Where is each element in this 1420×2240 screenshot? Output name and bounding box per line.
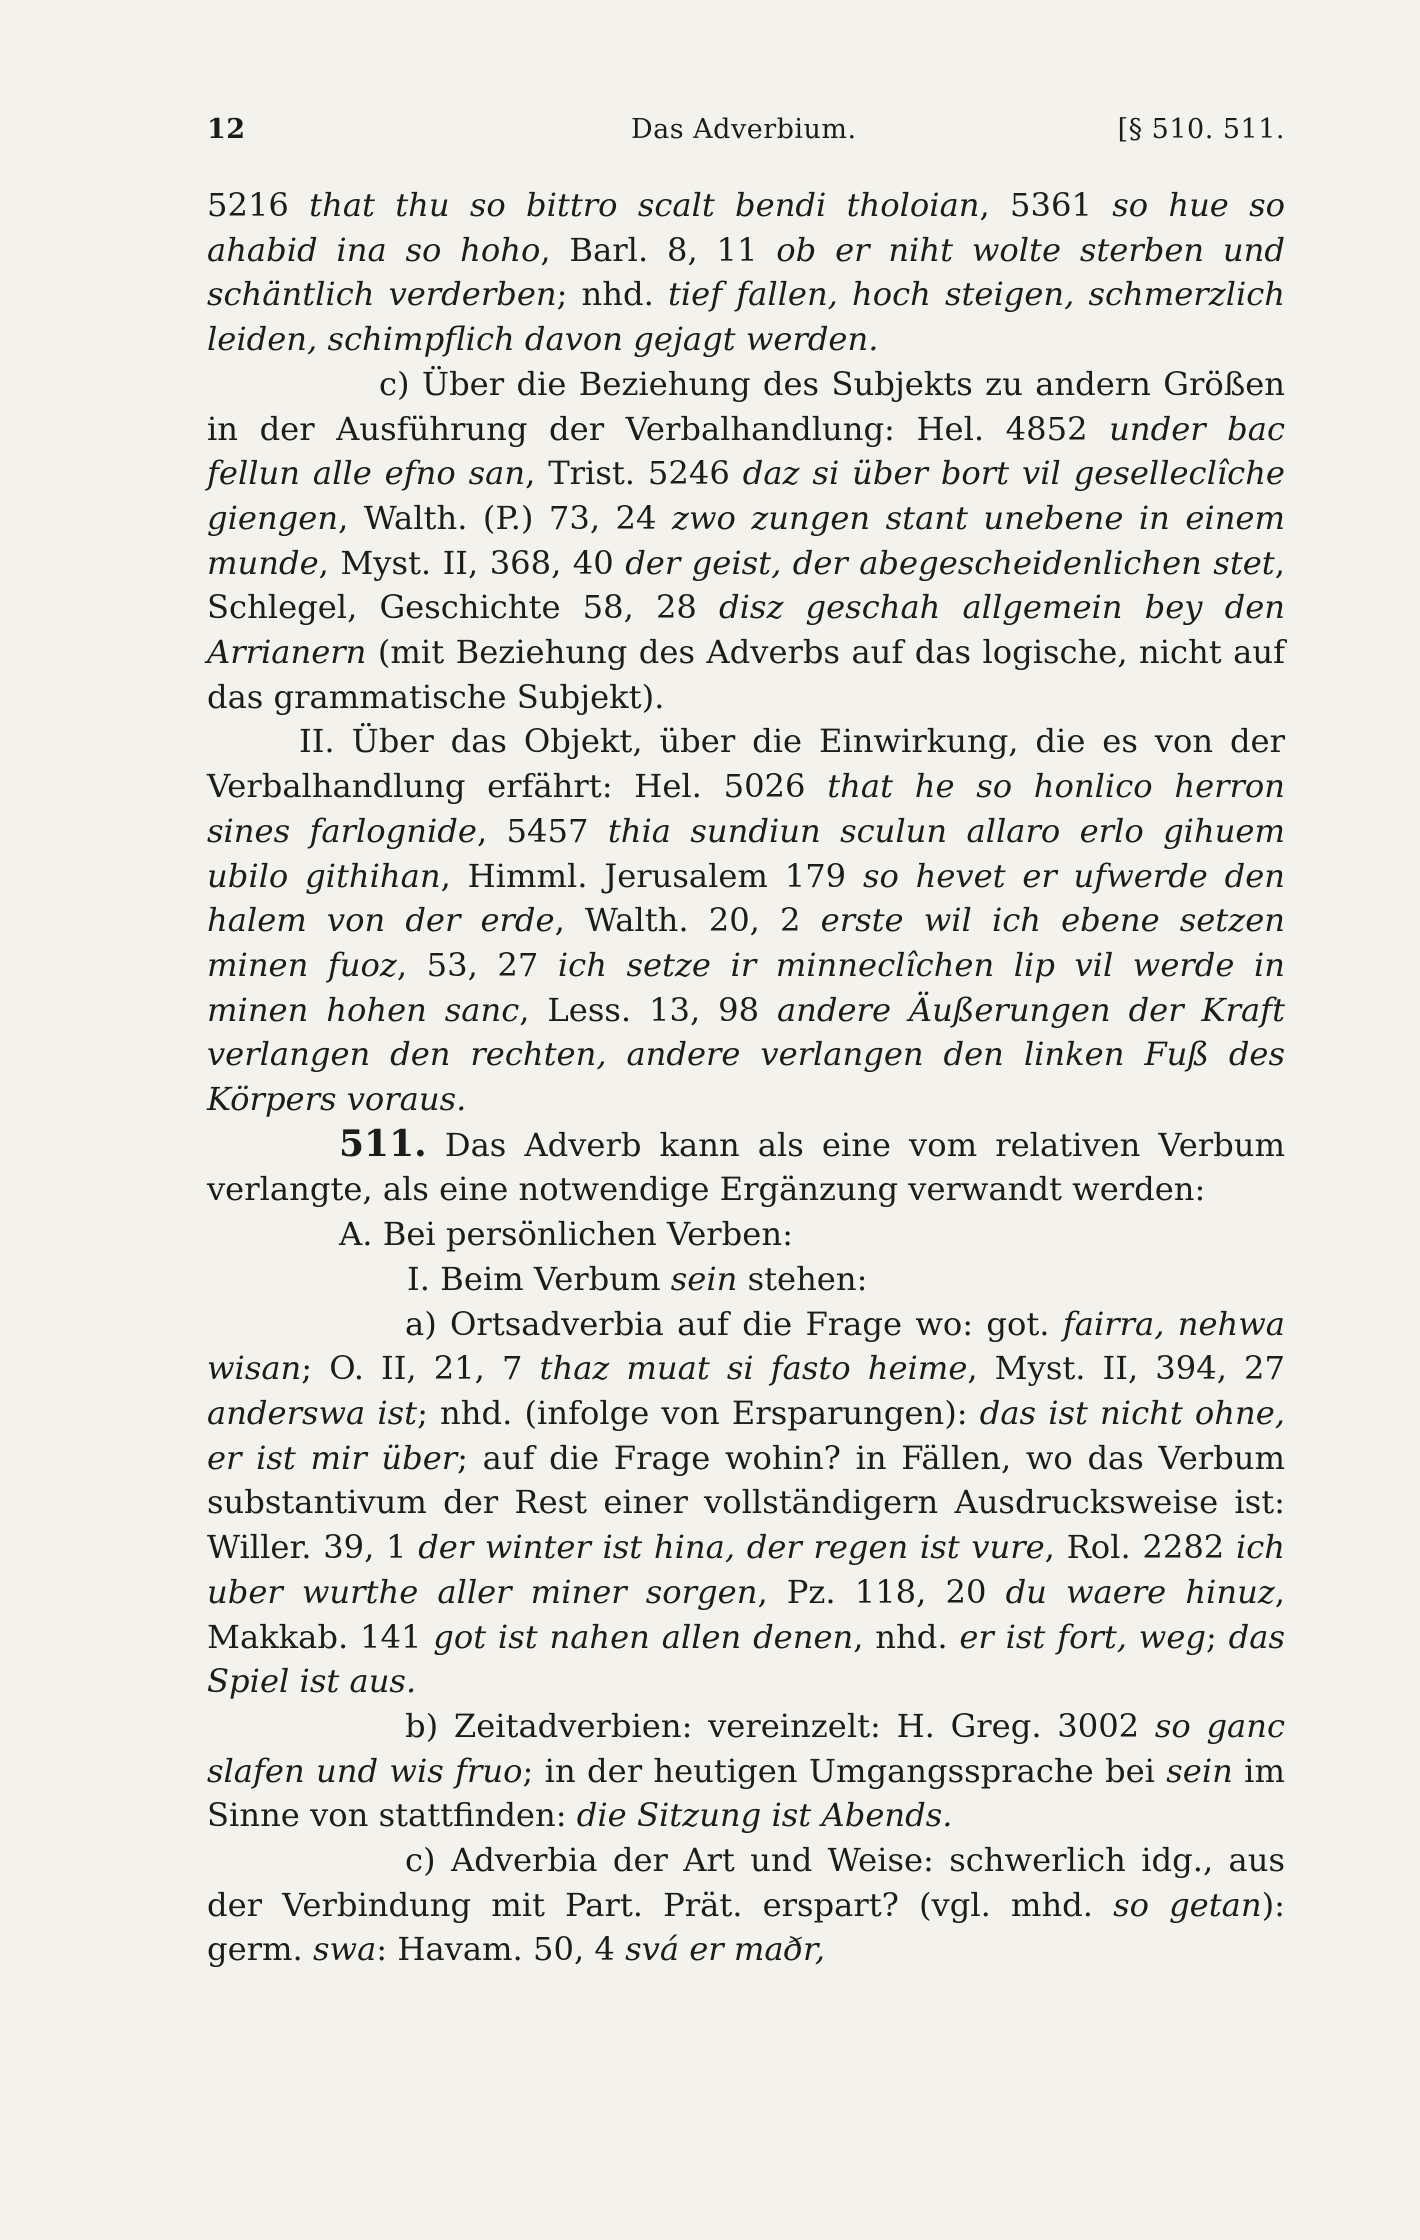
- text-run: , 53, 27: [396, 945, 558, 984]
- text-run: 5216: [207, 186, 310, 224]
- text-run: , 5361: [979, 186, 1113, 224]
- heading-verb-sein: [207, 1257, 1285, 1302]
- text-run: c) Adverbia der Art und Weise: schwerlich idg., aus der Verbindung mit Part. Prät. erspart? (vgl. mhd.: [207, 1841, 1285, 1924]
- cited-example: ob er niht wolte sterben und schäntlich verderben: [207, 230, 1285, 314]
- text-run: (mit Beziehung des Adverbs auf das logische, nicht auf das grammatische Subjekt).: [207, 633, 1285, 716]
- cited-example: der geist, der abegescheidenlichen stet: [625, 543, 1275, 582]
- cited-example: so ganc slafen und wis fruo: [207, 1706, 1285, 1790]
- running-header: [207, 114, 1285, 154]
- heading-personal-verbs: [207, 1212, 1285, 1257]
- text-run: : Havam. 50, 4: [376, 1930, 626, 1969]
- text-run: I. Beim Verbum: [407, 1259, 671, 1298]
- cited-example: das Spiel ist aus.: [207, 1617, 1285, 1701]
- text-run: c) Über die Beziehung des Subjekts zu andern Größen in der Ausführung der Verbalhandlung: Hel. 4852: [207, 364, 1285, 448]
- text-run: , Makkab. 141: [207, 1572, 1286, 1656]
- section-reference: [§ 510. 511.: [1117, 114, 1285, 145]
- text-run: , nhd.: [853, 1617, 960, 1656]
- cited-example: that thu so bittro scalt bendi tholoian: [309, 186, 980, 224]
- cited-example: andere Äußerungen der Kraft verlangen den rechten, andere verlangen den linken Fuß des Körpers voraus.: [207, 990, 1286, 1119]
- cited-example: ich setze ir minneclîchen lip vil werde in minen hohen sanc: [207, 945, 1286, 1029]
- cited-example: tief fallen, hoch steigen, schmerzlich leiden, schimpflich davon gejagt werden.: [207, 275, 1285, 359]
- cited-example: erste wil ich ebene setzen minen fuoz: [207, 901, 1285, 984]
- text-run: , Less. 13, 98: [519, 990, 777, 1029]
- paragraph-time-adverbs: [207, 1704, 1285, 1838]
- text-run: ;: [1206, 1617, 1229, 1656]
- text-run: , Schlegel, Geschichte 58, 28: [207, 543, 1285, 627]
- cited-example: under bac fellun alle efno san: [207, 409, 1285, 493]
- cited-example: die Sitzung ist Abends.: [576, 1796, 953, 1835]
- text-run: , Myst. II, 394, 27: [967, 1349, 1285, 1388]
- cited-example: fairra, nehwa wisan: [207, 1304, 1285, 1388]
- page-body: [207, 183, 1285, 1972]
- cited-example: anderswa ist: [207, 1393, 418, 1432]
- text-run: ): germ.: [207, 1885, 1285, 1969]
- text-run: b) Zeitadverbien: vereinzelt: H. Greg. 3002: [405, 1706, 1155, 1745]
- cited-example: swa: [313, 1930, 377, 1969]
- paragraph-object-relation: [207, 719, 1285, 1121]
- paragraph-subject-relation: [207, 362, 1285, 720]
- cited-example: du waere hinuz: [1005, 1572, 1275, 1611]
- text-run: , Walth. 20, 2: [554, 901, 821, 940]
- text-run: a) Ortsadverbia auf die Frage wo: got.: [405, 1304, 1063, 1343]
- cited-example: er ist fort, weg: [959, 1617, 1207, 1656]
- paragraph-place-adverbs: [207, 1302, 1285, 1704]
- text-run: ; nhd. (infolge von Ersparungen):: [417, 1393, 980, 1432]
- text-run: , Walth. (P.) 73, 24: [338, 498, 672, 537]
- text-run: stehen:: [737, 1259, 868, 1298]
- page-number: 12: [207, 114, 246, 145]
- paragraph-examples-continued: [207, 183, 1285, 362]
- cited-example: das ist nicht ohne, er ist mir über: [207, 1393, 1286, 1477]
- section-number: 511.: [339, 1122, 427, 1165]
- cited-example: that he so honlico herron sines farlognide: [207, 767, 1285, 850]
- cited-example: der winter ist hina, der regen ist vure: [418, 1528, 1045, 1567]
- text-run: ; in der heutigen Umgangssprache bei: [522, 1751, 1167, 1790]
- text-run: , Rol. 2282: [1044, 1528, 1236, 1567]
- cited-example: so getan: [1113, 1885, 1262, 1924]
- text-run: ; nhd.: [556, 275, 668, 314]
- text-run: ; O. II, 21, 7: [301, 1349, 540, 1388]
- cited-example: sein: [1166, 1751, 1233, 1790]
- text-run: , Trist. 5246: [525, 454, 743, 493]
- text-run: A. Bei persönlichen Verben:: [339, 1215, 793, 1254]
- text-run: ; auf die Frage wohin? in Fällen, wo das Verbum substantivum der Rest einer vollständigern Ausdrucksweise ist: Willer. 39, 1: [207, 1438, 1285, 1567]
- cited-example: thia sundiun sculun allaro erlo gihuem ubilo githihan: [207, 811, 1286, 895]
- text-run: , Pz. 118, 20: [757, 1572, 1006, 1611]
- paragraph-manner-adverbs: [207, 1838, 1285, 1972]
- cited-example: ich uber wurthe aller miner sorgen: [207, 1528, 1285, 1611]
- text-run: , 5457: [476, 811, 608, 850]
- text-run: im Sinne von stattfinden:: [207, 1751, 1285, 1835]
- cited-example: so hue so ahabid ina so hoho: [207, 186, 1286, 269]
- paragraph-section-511: [207, 1122, 1285, 1212]
- cited-example: thaz muat si fasto heime: [539, 1349, 968, 1388]
- cited-example: sein: [670, 1259, 738, 1298]
- text-run: , Himml. Jerusalem 179: [440, 856, 863, 895]
- cited-example: svá er maðr,: [625, 1930, 826, 1969]
- text-run: , Barl. 8, 11: [540, 230, 777, 269]
- cited-example: disz geschah allgemein bey den Arrianern: [207, 588, 1285, 672]
- cited-example: got ist nahen allen denen: [433, 1617, 854, 1656]
- text-run: , Myst. II, 368, 40: [318, 543, 626, 582]
- text-run: II. Über das Objekt, über die Einwirkung, die es von der Verbalhandlung erfährt: Hel. 5026: [207, 722, 1285, 806]
- cited-example: zwo zungen stant unebene in einem munde: [207, 498, 1285, 582]
- text-run: Das Adverb kann als eine vom relativen Verbum verlangte, als eine notwendige Ergänzung verwandt werden:: [207, 1125, 1285, 1209]
- cited-example: daz si über bort vil geselleclîche giengen: [207, 454, 1285, 537]
- cited-example: so hevet er ufwerde den halem von der erde: [207, 856, 1286, 940]
- running-title: Das Adverbium.: [631, 114, 857, 145]
